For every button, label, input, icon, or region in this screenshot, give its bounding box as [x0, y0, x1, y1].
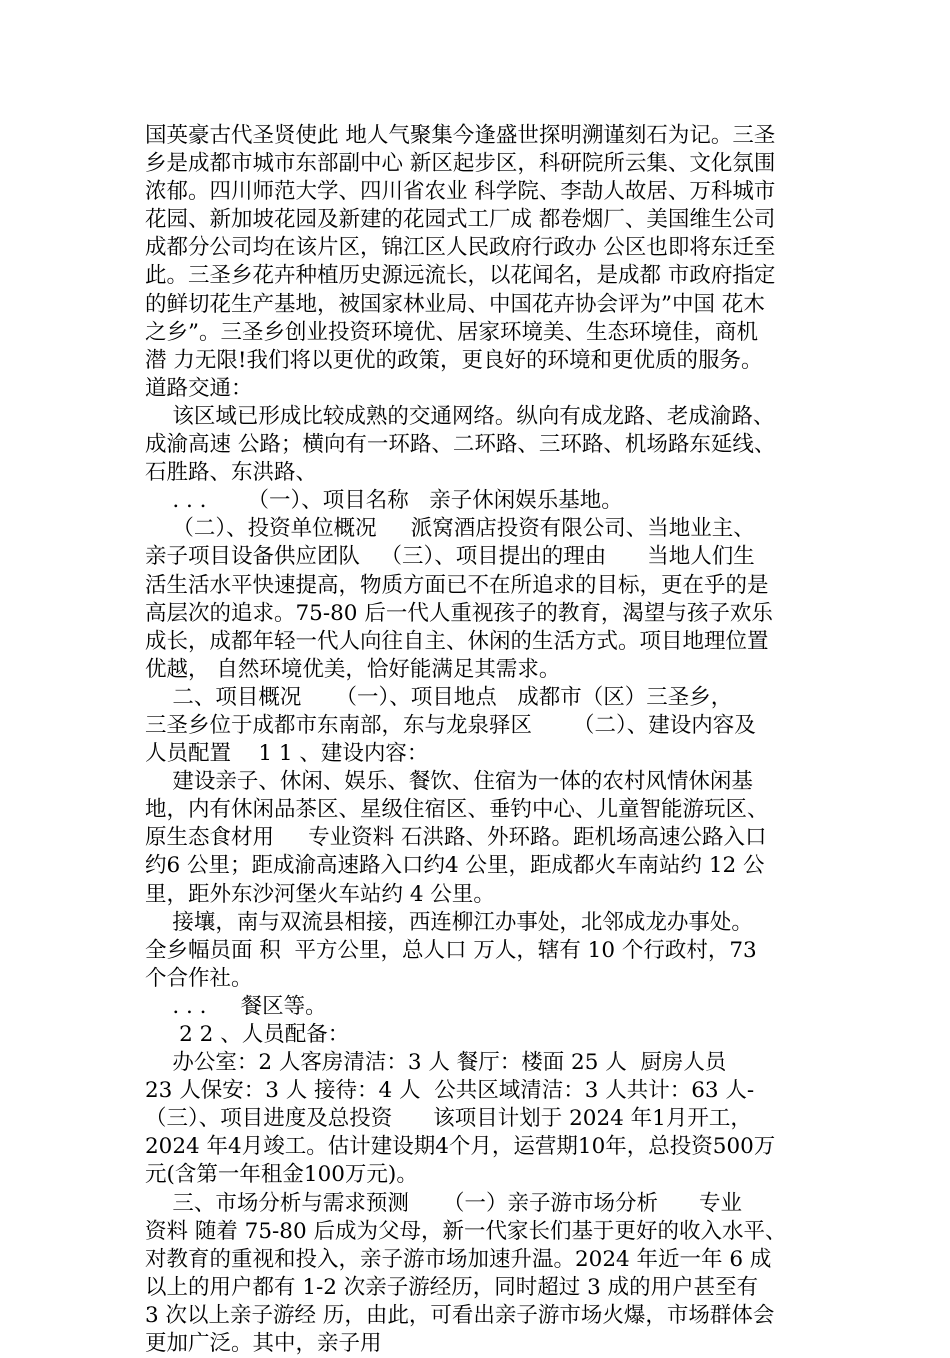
text-line: 里，距外东沙河堡火车站约 4 公里。: [145, 881, 495, 907]
text-line: 花园、新加坡花园及新建的花园式工厂成 都卷烟厂、美国维生公司: [145, 207, 776, 233]
text-line: 全乡幅员面 积 平方公里，总人口 万人，辖有 10 个行政村，73: [145, 937, 757, 963]
text-line: 该区域已形成比较成熟的交通网络。纵向有成龙路、老成渝路、: [145, 403, 775, 429]
text-line: 接壤，南与双流县相接，西连柳江办事处，北邻成龙办事处。: [145, 909, 753, 935]
section-heading-project-overview: 二、项目概况 （一）、项目地点 成都市（区）三圣乡，: [145, 684, 733, 710]
text-line: 3 次以上亲子游经 历，由此，可看出亲子游市场火爆，市场群体会: [145, 1302, 775, 1328]
text-line: 乡是成都市城市东部副中心 新区起步区，科研院所云集、文化氛围: [145, 151, 776, 177]
text-line: 此。三圣乡花卉种植历史源远流长，以花闻名，是成都 市政府指定: [145, 263, 776, 289]
text-line: 元(含第一年租金100万元)。: [145, 1162, 418, 1188]
section-heading-road-traffic: 道路交通：: [145, 375, 253, 401]
text-line: 以上的用户都有 1-2 次亲子游经历，同时超过 3 成的用户甚至有: [145, 1274, 759, 1300]
text-line: 浓郁。四川师范大学、四川省农业 科学院、李劼人故居、万科城市: [145, 179, 776, 205]
text-line: . . . 餐区等。: [145, 993, 327, 1019]
text-line: 成长，成都年轻一代人向往自主、休闲的生活方式。项目地理位置: [145, 628, 769, 654]
text-line: 原生态食材用 专业资料 石洪路、外环路。距机场高速公路入口: [145, 825, 767, 851]
section-heading-staffing: 2 2 、人员配备：: [145, 1022, 350, 1047]
text-line: 三圣乡位于成都市东南部，东与龙泉驿区 （二）、建设内容及: [145, 712, 756, 738]
text-line: 国英豪古代圣贤使此 地人气聚集今逢盛世探明溯谨刻石为记。三圣: [145, 123, 776, 148]
text-line: 高层次的追求。75-80 后一代人重视孩子的教育，渴望与孩子欢乐: [145, 600, 773, 626]
text-line: 约6 公里；距成渝高速路入口约4 公里，距成都火车南站约 12 公: [145, 853, 765, 879]
text-line: 潜 力无限!我们将以更优的政策，更良好的环境和更优质的服务。: [145, 347, 763, 373]
text-line: 之乡”。三圣乡创业投资环境优、居家环境美、生态环境佳，商机: [145, 319, 758, 345]
text-line: 石胜路、东洪路、: [145, 460, 318, 486]
text-line: 建设亲子、休闲、娱乐、餐饮、住宿为一体的农村风情休闲基: [145, 769, 753, 795]
text-line: （三）、项目进度及总投资 该项目计划于 2024 年1月开工，: [145, 1106, 752, 1132]
text-line: 个合作社。: [145, 965, 253, 991]
text-line: 成渝高速 公路；横向有一环路、二环路、三环路、机场路东延线、: [145, 432, 776, 458]
document-page: [145, 122, 825, 1358]
text-line: 成都分公司均在该片区，锦江区人民政府行政办 公区也即将东迁至: [145, 235, 776, 261]
text-line: 地，内有休闲品茶区、星级住宿区、垂钓中心、儿童智能游玩区、: [145, 797, 769, 823]
text-line: 资料 随着 75-80 后成为父母，新一代家长们基于更好的收入水平、: [145, 1218, 787, 1244]
text-line: . . . （一）、项目名称 亲子休闲娱乐基地。: [145, 488, 623, 514]
text-line: 人员配置 1 1 、建设内容：: [145, 741, 429, 767]
text-line: 优越， 自然环境优美，恰好能满足其需求。: [145, 656, 561, 682]
text-line: 活生活水平快速提高，物质方面已不在所追求的目标，更在乎的是: [145, 572, 769, 598]
text-line: 的鲜切花生产基地，被国家林业局、中国花卉协会评为”中国 花木: [145, 291, 765, 317]
text-line: 亲子项目设备供应团队 （三）、项目提出的理由 当地人们生: [145, 544, 755, 570]
text-line: （二）、投资单位概况 派窝酒店投资有限公司、当地业主、: [145, 516, 755, 542]
text-line: 23 人保安：3 人 接待：4 人 公共区域清洁：3 人共计：63 人-: [145, 1078, 755, 1104]
text-line: 对教育的重视和投入，亲子游市场加速升温。2024 年近一年 6 成: [145, 1246, 772, 1272]
text-line: 2024 年4月竣工。估计建设期4个月，运营期10年，总投资500万: [145, 1134, 776, 1160]
text-line: 办公室：2 人客房清洁：3 人 餐厅：楼面 25 人 厨房人员: [145, 1050, 727, 1076]
section-heading-market-analysis: 三、市场分析与需求预测 （一）亲子游市场分析 专业: [145, 1190, 743, 1216]
text-line: 更加广泛。其中，亲子用: [145, 1331, 382, 1357]
